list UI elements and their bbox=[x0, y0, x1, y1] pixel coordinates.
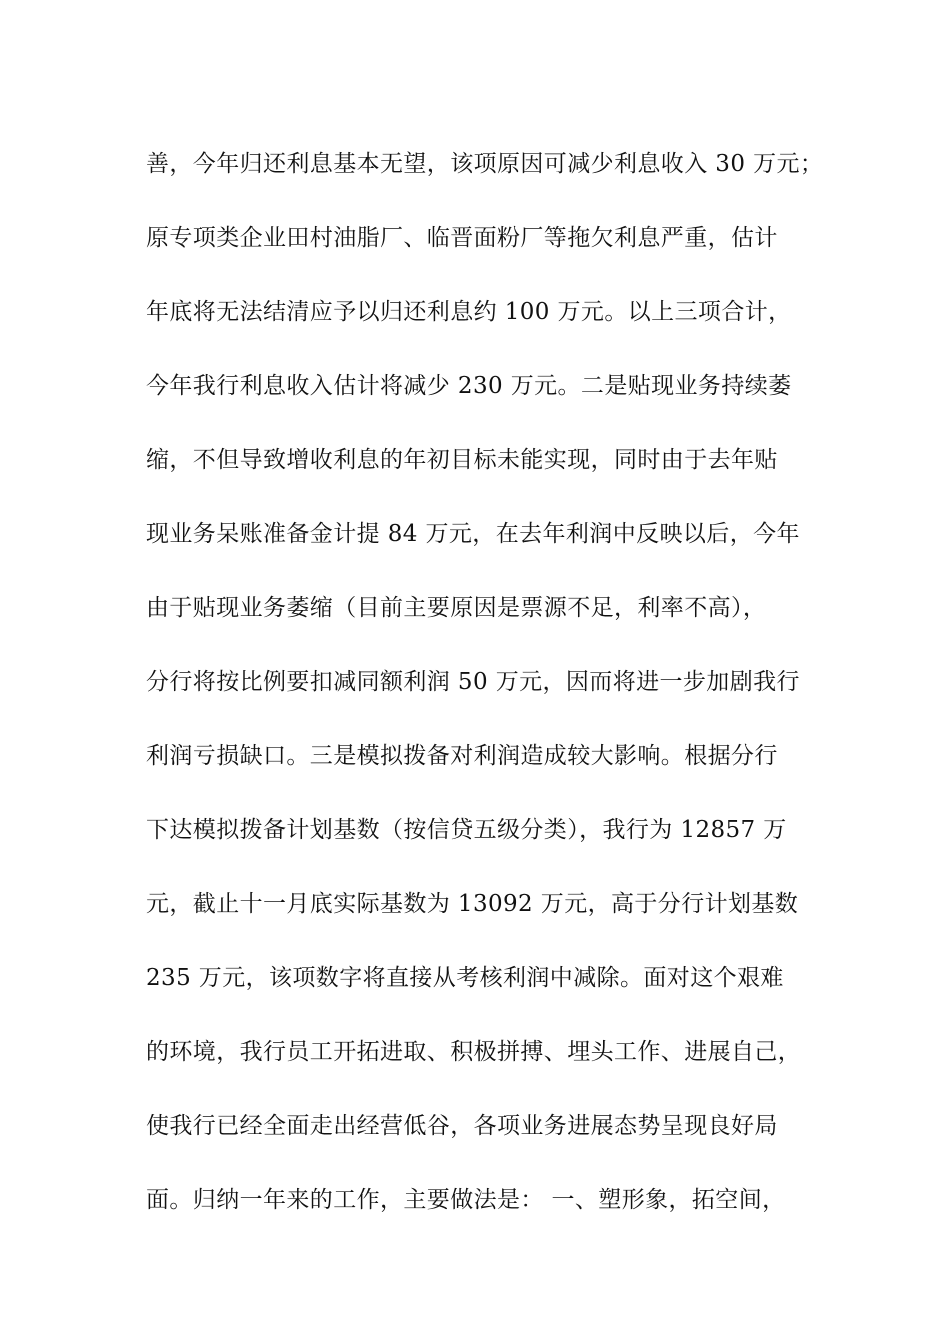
text-line: 年底将无法结清应予以归还利息约 100 万元。以上三项合计， bbox=[146, 299, 792, 325]
text-line: 元，截止十一月底实际基数为 13092 万元，高于分行计划基数 bbox=[146, 891, 799, 917]
text-line: 原专项类企业田村油脂厂、临晋面粉厂等拖欠利息严重，估计 bbox=[146, 225, 778, 251]
text-line: 利润亏损缺口。三是模拟拨备对利润造成较大影响。根据分行 bbox=[146, 743, 778, 769]
text-line: 的环境，我行员工开拓进取、积极拼搏、埋头工作、进展自己， bbox=[146, 1039, 802, 1065]
text-line: 善，今年归还利息基本无望，该项原因可减少利息收入 30 万元； bbox=[146, 151, 824, 177]
text-line: 235 万元，该项数字将直接从考核利润中减除。面对这个艰难 bbox=[146, 965, 784, 991]
text-line: 缩，不但导致增收利息的年初目标未能实现，同时由于去年贴 bbox=[146, 447, 778, 473]
text-line: 现业务呆账准备金计提 84 万元，在去年利润中反映以后，今年 bbox=[146, 521, 800, 547]
text-line: 下达模拟拨备计划基数（按信贷五级分类），我行为 12857 万 bbox=[146, 817, 787, 843]
text-line: 使我行已经全面走出经营低谷，各项业务进展态势呈现良好局 bbox=[146, 1113, 778, 1139]
text-line: 面。归纳一年来的工作，主要做法是： 一、塑形象，拓空间， bbox=[146, 1187, 786, 1213]
text-line: 今年我行利息收入估计将减少 230 万元。二是贴现业务持续萎 bbox=[146, 373, 792, 399]
text-line: 分行将按比例要扣减同额利润 50 万元，因而将进一步加剧我行 bbox=[146, 669, 800, 695]
text-line: 由于贴现业务萎缩（目前主要原因是票源不足，利率不高）， bbox=[146, 595, 767, 621]
body-text bbox=[146, 127, 826, 1237]
